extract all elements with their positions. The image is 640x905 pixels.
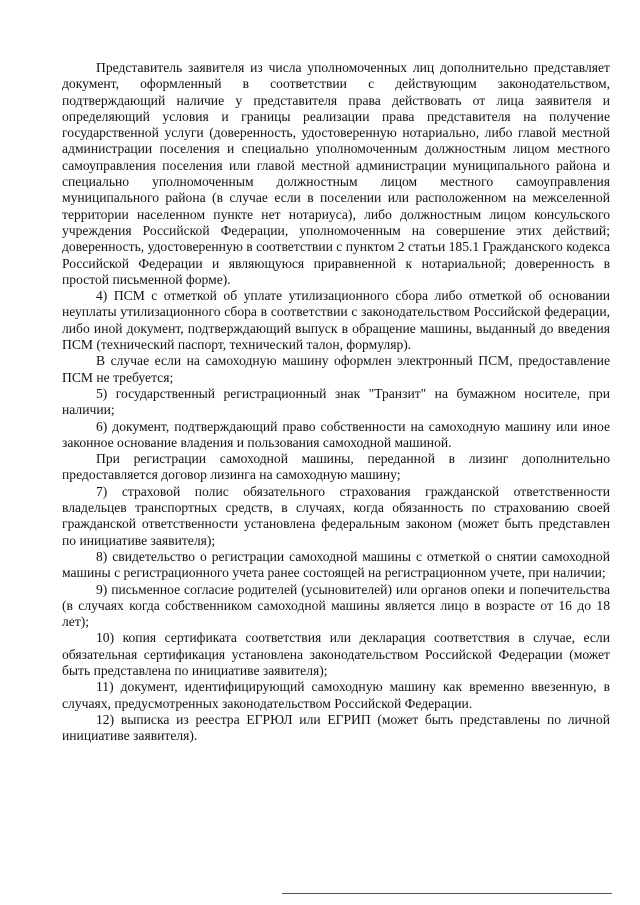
document-body — [62, 60, 610, 744]
footer-rule — [282, 893, 612, 894]
paragraph-item-4: 4) ПСМ с отметкой об уплате утилизационного сбора либо отметкой об основании неуплаты утилизационного сбора в соответствии с законодательством Российской федерации, либо иной документ, подтверждающий выпуск в обращение машины, выданный до введения ПСМ (технический паспорт, технический талон, формуляр). — [62, 288, 610, 353]
paragraph-item-11: 11) документ, идентифицирующий самоходную машину как временно ввезенную, в случаях, предусмотренных законодательством Российской Федерации. — [62, 679, 610, 711]
paragraph-item-5: 5) государственный регистрационный знак "Транзит" на бумажном носителе, при наличии; — [62, 385, 610, 418]
paragraph-item-10: 10) копия сертификата соответствия или декларация соответствия в случае, если обязательная сертификация установлена законодательством Российской Федерации (может быть представлена по инициативе заявителя); — [62, 630, 610, 678]
paragraph-item-8: 8) свидетельство о регистрации самоходной машины с отметкой о снятии самоходной машины с регистрационного учета ранее состоящей на регистрационном учете, при наличии; — [62, 548, 610, 581]
paragraph-leasing: При регистрации самоходной машины, переданной в лизинг дополнительно предоставляется договор лизинга на самоходную машину; — [62, 451, 610, 483]
paragraph-electronic-psm: В случае если на самоходную машину оформлен электронный ПСМ, предоставление ПСМ не требуется; — [62, 353, 610, 385]
paragraph-item-9: 9) письменное согласие родителей (усыновителей) или органов опеки и попечительства (в случаях когда собственником самоходной машины является лицо в возрасте от 16 до 18 лет); — [62, 581, 610, 630]
paragraph-item-12: 12) выписка из реестра ЕГРЮЛ или ЕГРИП (может быть представлены по личной инициативе заявителя). — [62, 711, 610, 744]
paragraph-item-6: 6) документ, подтверждающий право собственности на самоходную машину или иное законное основание владения и пользования самоходной машиной. — [62, 418, 610, 450]
paragraph-item-7: 7) страховой полис обязательного страхования гражданской ответственности владельцев транспортных средств, в случаях, когда обязанность по страхованию своей гражданской ответственности установлена федеральным законом (может быть представлен по инициативе заявителя); — [62, 483, 610, 548]
paragraph-representative: Представитель заявителя из числа уполномоченных лиц дополнительно представляет документ, оформленный в соответствии с действующим законодательством, подтверждающий наличие у представителя права действовать от лица заявителя и определяющий условия и границы реализации права представителя на получение государственной услуги (доверенность, удостоверенную нотариально, либо главой местной администрации поселения и специально уполномоченным должностным лицом местного самоуправления поселения или главой местной администрации муниципального района и специально уполномоченным должностным лицом местного самоуправления муниципального района (в случае если в поселении или расположенном на межселенной территории населенном пункте нет нотариуса), либо должностным лицом консульского учреждения Российской Федерации, уполномоченным на совершение этих действий; доверенность, удостоверенную в соответствии с пунктом 2 статьи 185.1 Гражданского кодекса Российской Федерации и являющуюся приравненной к нотариальной; доверенность в простой письменной форме). — [62, 60, 610, 287]
